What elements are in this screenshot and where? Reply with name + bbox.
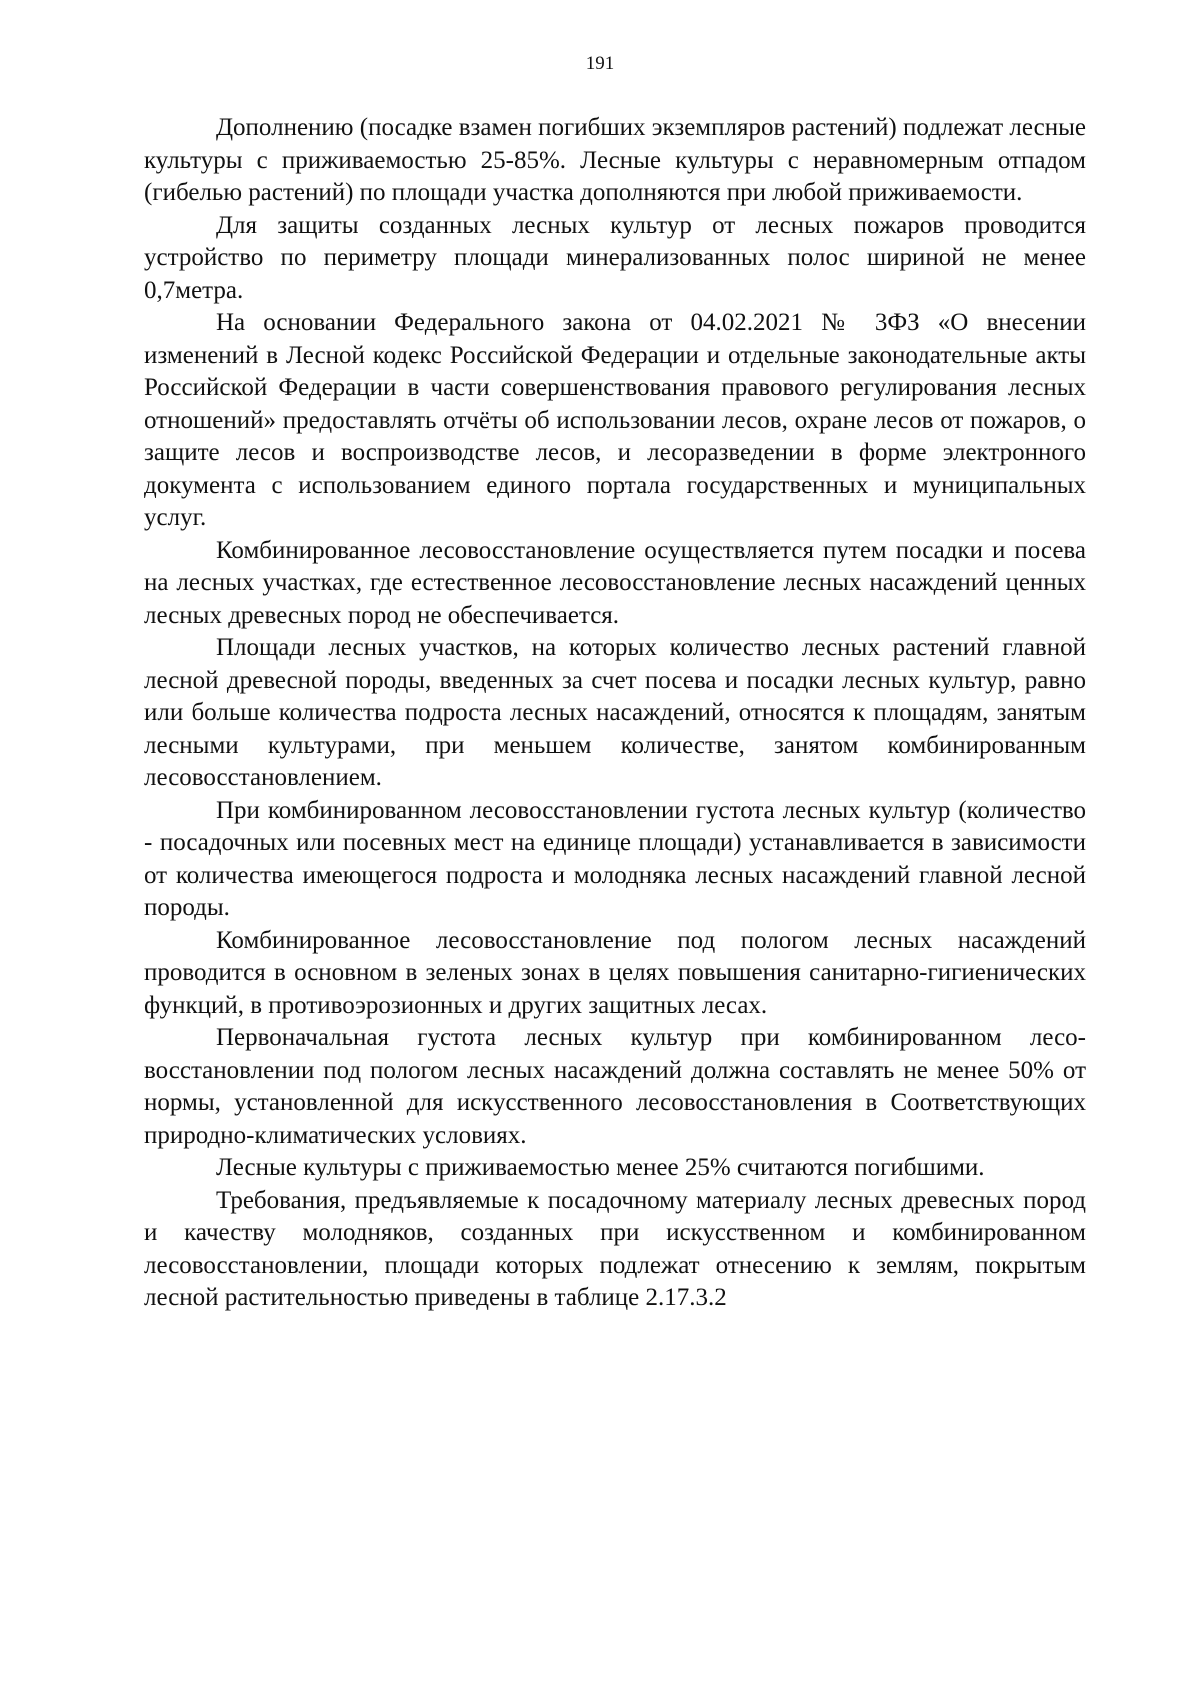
paragraph: Первоначальная густота лесных культур при комбинированном лесовосстановлении под пологом лесных насаждений должна составлять не менее 50% от нормы, установленной для искусственного лесовосстановления в Соответствующих природно-климатических условиях. bbox=[144, 1024, 1086, 1149]
page-number: 191 bbox=[585, 53, 615, 74]
paragraph: Требования, предъявляемые к посадочному материалу лесных древесных пород и качеству молодняков, созданных при искусственном и комбинированном лесовосстановлении, площади которых подлежат отнесению к землям, покрытым лесной растительностью приведены в таблице 2.17.3.2 bbox=[144, 1186, 1086, 1311]
body-text bbox=[144, 112, 1086, 1315]
paragraph: Для защиты созданных лесных культур от лесных пожаров проводится устройство по периметру площади минерализованных полос шириной не менее 0,7метра. bbox=[144, 211, 1086, 304]
paragraph: При комбинированном лесовосстановлении густота лесных культур (количество - посадочных или посевных мест на единице площади) устанавливается в зависимости от количества имеющегося подроста и молодняка лесных насаждений главной лесной породы. bbox=[144, 796, 1086, 921]
paragraph: Комбинированное лесовосстановление под пологом лесных насаждений проводится в основном в зеленых зонах в целях повышения санитарно-гигиенических функций, в противоэрозионных и других защитных лесах. bbox=[144, 926, 1086, 1019]
paragraph: На основании Федерального закона от 04.02.2021 № 3ФЗ «О внесении изменений в Лесной кодекс Российской Федерации и отдельные законодательные акты Российской Федерации в части совершенствования правового регулирования лесных отношений» предоставлять отчёты об использовании лесов, охране лесов от пожаров, о защите лесов и воспроизводстве лесов, и лесоразведении в форме электронного документа с использованием единого портала государственных и муниципальных услуг. bbox=[144, 309, 1086, 531]
paragraph: Лесные культуры с приживаемостью менее 25% считаются погибшими. bbox=[216, 1154, 985, 1181]
paragraph: Площади лесных участков, на которых количество лесных растений главной лесной древесной породы, введенных за счет посева и посадки лесных культур, равно или больше количества подроста лесных насаждений, относятся к площадям, занятым лесными культурами, при меньшем количестве, занятом комбинированным лесовосстановлением. bbox=[144, 634, 1086, 791]
paragraph: Дополнению (посадке взамен погибших экземпляров растений) подлежат лесные культуры с приживаемостью 25-85%. Лесные культуры с неравномерным отпадом (гибелью растений) по площади участка дополняются при любой приживаемости. bbox=[144, 114, 1086, 206]
paragraph: Комбинированное лесовосстановление осуществляется путем посадки и посева на лесных участках, где естественное лесовосстановление лесных насаждений ценных лесных древесных пород не обеспечивается. bbox=[144, 536, 1086, 629]
